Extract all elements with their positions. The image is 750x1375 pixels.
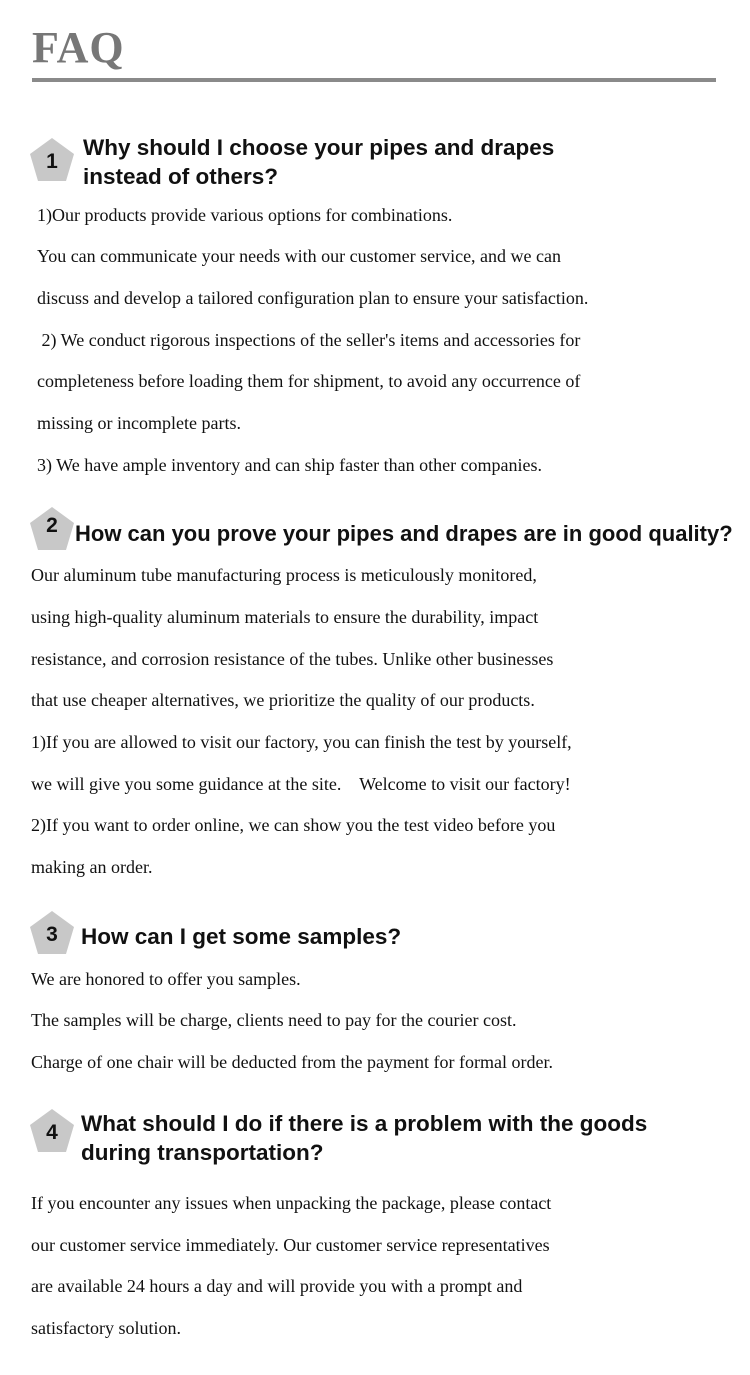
faq-3-number-badge — [29, 910, 75, 956]
faq-2-question-line-1: How can you prove your pipes and drapes are in good quality? — [75, 521, 733, 546]
faq-1-question — [83, 133, 554, 191]
faq-4-answer-line: our customer service immediately. Our customer service representatives — [31, 1235, 550, 1255]
faq-1-answer-line: 1)Our products provide various options for combinations. — [37, 205, 453, 225]
faq-3-question-line-1: How can I get some samples? — [81, 924, 402, 949]
faq-4-question-line-1: What should I do if there is a problem with the goods — [81, 1111, 648, 1136]
faq-4-number-badge — [29, 1108, 75, 1154]
faq-3-answer-line: Charge of one chair will be deducted from the payment for formal order. — [31, 1052, 553, 1072]
faq-4-answer-line: If you encounter any issues when unpacking the package, please contact — [31, 1193, 552, 1213]
faq-2-answer-line: that use cheaper alternatives, we prioritize the quality of our products. — [31, 690, 535, 710]
faq-2-answer-line: we will give you some guidance at the site. Welcome to visit our factory! — [31, 774, 571, 794]
faq-2-question — [75, 519, 733, 548]
faq-1-answer-line: discuss and develop a tailored configuration plan to ensure your satisfaction. — [37, 288, 589, 308]
faq-1-question-line-2: instead of others? — [83, 164, 279, 189]
faq-1-answer-line: 2) We conduct rigorous inspections of the seller's items and accessories for — [37, 330, 581, 350]
faq-4-question — [81, 1109, 647, 1167]
faq-1-answer-line: You can communicate your needs with our customer service, and we can — [37, 246, 562, 266]
faq-2-answer-line: making an order. — [31, 857, 153, 877]
faq-2-answer-line: using high-quality aluminum materials to ensure the durability, impact — [31, 607, 539, 627]
faq-4-question-line-2: during transportation? — [81, 1140, 324, 1165]
faq-2-number-badge — [29, 506, 75, 552]
faq-2-answer-line: Our aluminum tube manufacturing process is meticulously monitored, — [31, 565, 537, 585]
faq-2-number: 2 — [46, 514, 58, 537]
page-title: FAQ — [32, 23, 125, 72]
faq-2-answer-line: 1)If you are allowed to visit our factory, you can finish the test by yourself, — [31, 732, 572, 752]
faq-1-question-line-1: Why should I choose your pipes and drapes — [83, 135, 555, 160]
faq-4-answer-line: are available 24 hours a day and will provide you with a prompt and — [31, 1276, 523, 1296]
faq-4-number: 4 — [46, 1121, 58, 1144]
faq-3-question — [81, 922, 401, 951]
faq-1-number: 1 — [46, 150, 58, 173]
faq-3-answer-line: We are honored to offer you samples. — [31, 969, 301, 989]
faq-1-number-badge — [29, 137, 75, 183]
faq-1-answer-line: missing or incomplete parts. — [37, 413, 241, 433]
faq-1-answer-line: completeness before loading them for shipment, to avoid any occurrence of — [37, 371, 581, 391]
faq-2-answer-line: resistance, and corrosion resistance of the tubes. Unlike other businesses — [31, 649, 554, 669]
title-divider — [32, 78, 716, 82]
faq-1-answer-line: 3) We have ample inventory and can ship faster than other companies. — [37, 455, 543, 475]
faq-2-answer-line: 2)If you want to order online, we can show you the test video before you — [31, 815, 556, 835]
faq-4-answer-line: satisfactory solution. — [31, 1318, 181, 1338]
faq-3-number: 3 — [46, 923, 58, 946]
faq-3-answer-line: The samples will be charge, clients need to pay for the courier cost. — [31, 1010, 517, 1030]
